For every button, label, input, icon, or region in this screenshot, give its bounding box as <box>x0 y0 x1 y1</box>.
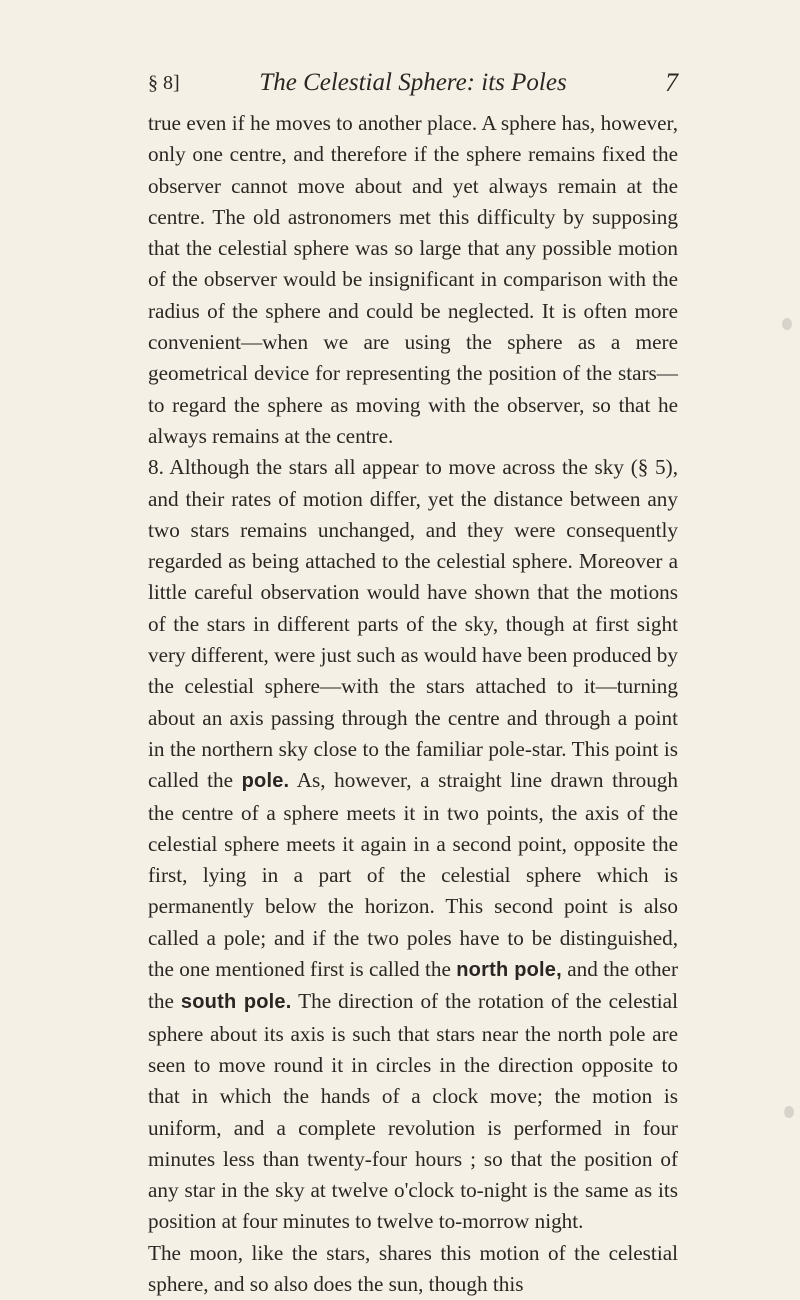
term-pole: pole. <box>241 770 290 793</box>
paragraph-text: As, however, a straight line drawn through the centre of a sphere meets it in two points, the axis of the celestial sphere meets it again in a second point, opposite the first, lying in a part of the celestial sphere which is permanently below the horizon. This second point is also called a pole; and if the two poles have to be distinguished, the one mentioned first is called the <box>148 768 678 982</box>
term-north-pole: north pole, <box>456 959 562 982</box>
paragraph-text: The direction of the rotation of the celestial sphere about its axis is such that stars near the north pole are seen to move round it in circles in the direction opposite to that in which the hands of a clock move; the motion is uniform, and a complete revolution is performed in four minutes less than twenty-four hours ; so that the position of any star in the sky at twelve o'clock to-night is the same as its position at four minutes to twelve to-morrow night. <box>148 989 678 1234</box>
paragraph-text: and the other the <box>148 957 679 1014</box>
term-south-pole: south pole. <box>180 991 292 1014</box>
body-text <box>148 108 678 1300</box>
paper-speck <box>782 318 792 330</box>
paragraph-text: 8. Although the stars all appear to move across the sky (§ 5), and their rates of motion differ, yet the distance between any two stars remains unchanged, and they were consequently regarded as being attached to the celestial sphere. Moreover a little careful observation would have shown that the motions of the stars in different parts of the sky, though at first sight very different, were just such as would have been produced by the celestial sphere—with the stars attached to it—turning about an axis passing through the centre and through a point in the northern sky close to the familiar pole-star. This point is called the <box>148 455 678 793</box>
paragraph-moon: The moon, like the stars, shares this motion of the celestial sphere, and so also does the sun, though this <box>148 1240 678 1296</box>
chapter-title: The Celestial Sphere: its Poles <box>259 69 567 96</box>
paper-speck <box>784 1106 794 1118</box>
page-number: 7 <box>665 68 678 97</box>
paragraph-continued: true even if he moves to another place. A sphere has, however, only one centre, and therefore if the sphere remains fixed the observer cannot move about and yet always remain at the centre. The old astronomers met this difficulty by supposing that the celestial sphere was so large that any possible motion of the observer would be insignificant in comparison with the radius of the sphere and could be neglected. It is often more convenient—when we are using the sphere as a mere geometrical device for representing the position of the stars—to regard the sphere as moving with the observer, so that he always remains at the centre. <box>148 111 678 448</box>
running-head <box>148 66 678 100</box>
section-reference: § 8] <box>148 72 180 94</box>
paragraph-section-8 <box>148 452 678 1237</box>
